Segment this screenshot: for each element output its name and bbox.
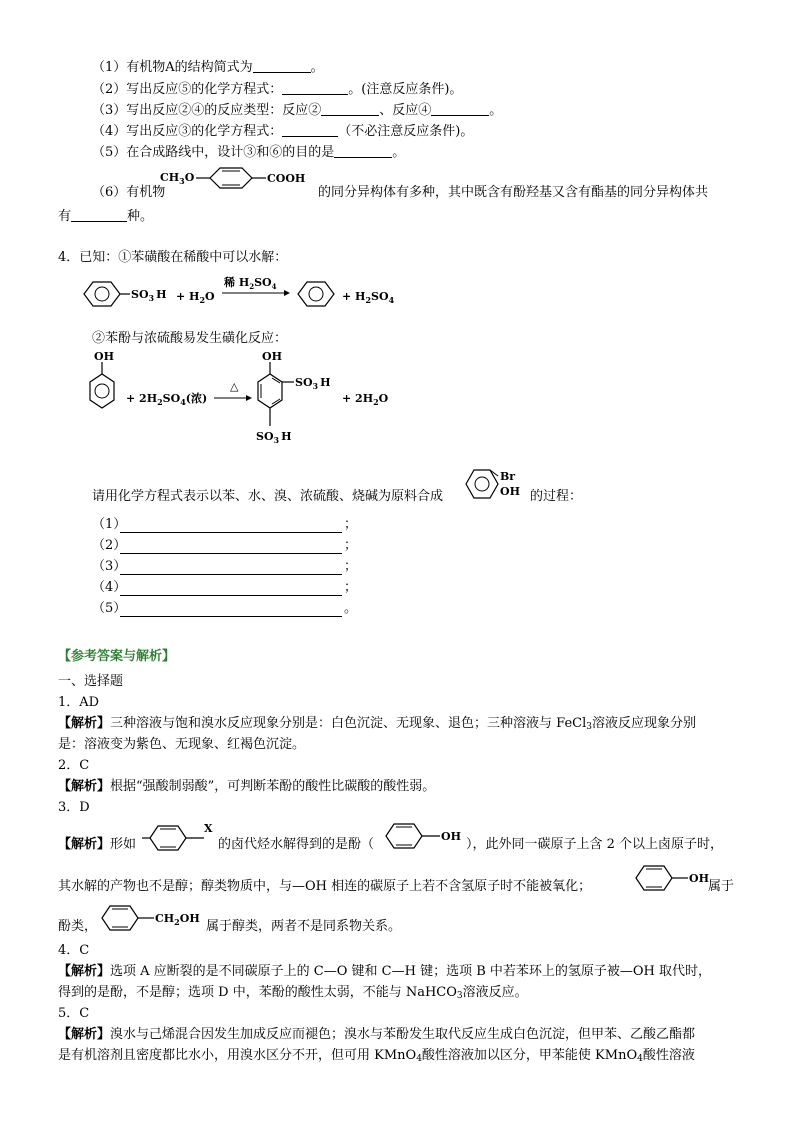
so3h-label: $SO_3$ H xyxy=(131,288,167,303)
x-label: X xyxy=(204,822,213,835)
question-4-note: （不必注意反应条件)。 xyxy=(338,124,474,139)
so3h-label: $SO_3$ H xyxy=(295,376,331,391)
answer-4: 4．C xyxy=(58,943,90,958)
answer-5-explanation xyxy=(58,1026,695,1044)
explanation-text: 溴水与己烯混合因发生加成反应而褪色；溴水与苯酚发生取代反应生成白色沉淀，但甲苯、乙酸乙酯都 xyxy=(110,1027,696,1042)
answer-1-explanation xyxy=(58,715,696,733)
answer-1: 1．AD xyxy=(58,695,100,710)
punct: 。 xyxy=(489,103,503,118)
oh-label: OH xyxy=(500,485,520,498)
arrow-head-icon xyxy=(246,395,252,401)
bromophenol-structure xyxy=(462,462,534,506)
step-4-label: （4） xyxy=(92,580,127,595)
step-4-end: ； xyxy=(344,580,358,595)
step-5-label: （5） xyxy=(92,601,127,616)
question-3 xyxy=(92,101,502,120)
question-5 xyxy=(92,143,405,162)
benzene-ring-icon xyxy=(636,866,672,890)
punct: 。 xyxy=(310,60,324,75)
condition-label: 稀 $H_2SO_4$ xyxy=(224,276,277,291)
question-5-text: （5）在合成路线中，设计③和⑥的目的是 xyxy=(92,145,335,160)
question-6-desc: 的同分异构体有多种，其中既含有酚羟基又含有酯基的同分异构体共 xyxy=(318,185,709,200)
cooh-label: COOH xyxy=(267,172,306,185)
step-2-end: ； xyxy=(344,538,358,553)
benzene-ring-icon xyxy=(466,470,498,498)
question-2-text: （2）写出反应⑤的化学方程式： xyxy=(92,82,283,97)
aryl-halide-structure xyxy=(142,818,218,854)
ch2oh-label: $CH_2OH$ xyxy=(155,912,200,927)
step-2-label: （2） xyxy=(92,538,127,553)
step-4-line xyxy=(120,580,342,596)
step-5-line xyxy=(120,601,342,617)
explanation-tag: 【解析】 xyxy=(58,837,111,852)
answer-blank xyxy=(71,207,127,222)
step-5-end: 。 xyxy=(344,601,358,616)
question-6-text-b xyxy=(318,184,708,202)
ring-circle xyxy=(475,477,489,491)
oh-label: OH xyxy=(441,830,461,843)
step-1-line xyxy=(120,517,342,533)
question-6 xyxy=(92,184,165,202)
oh-label: OH xyxy=(94,350,114,363)
subscript: 4 xyxy=(637,1054,643,1064)
question-3-text-b: 、反应④ xyxy=(379,103,432,118)
explanation-text: 溶液反应现象分别 xyxy=(592,716,697,731)
punct: 。 xyxy=(392,145,406,160)
answer-blank xyxy=(253,58,311,73)
explanation-text: 得到的是酚，不是醇；选项 D 中，苯酚的酸性太弱，不能与 NaHCO xyxy=(58,985,457,1000)
question-1 xyxy=(92,58,324,77)
step-3-line xyxy=(120,559,342,575)
benzene-ring-icon xyxy=(298,282,334,306)
answer-3-text-g: 属于醇类，两者不是同系物关系。 xyxy=(206,919,402,934)
equation-2 xyxy=(80,346,400,450)
benzene-ring-icon xyxy=(102,906,138,930)
heat-icon: △ xyxy=(230,380,239,393)
ring-circle xyxy=(95,384,109,398)
explanation-text: 根据“强酸制弱酸”，可判断苯酚的酸性比碳酸的酸性弱。 xyxy=(110,779,436,794)
explanation-tag: 【解析】 xyxy=(58,1027,111,1042)
explanation-text: 三种溶液与饱和溴水反应现象分别是：白色沉淀、无现象、退色；三种溶液与 FeCl xyxy=(110,716,587,731)
answers-header: 【参考答案与解析】 xyxy=(58,649,176,664)
question-2 xyxy=(92,80,462,99)
step-3-label: （3） xyxy=(92,559,127,574)
answer-3: 3．D xyxy=(58,800,90,815)
explanation-text: 酸性溶液加以区分，甲苯能使 KMnO xyxy=(421,1048,638,1063)
step-2-line xyxy=(120,538,342,554)
equation-1 xyxy=(80,270,410,318)
oh-label: OH xyxy=(262,350,282,363)
benzyl-alcohol-structure xyxy=(98,902,210,934)
answer-3-text-c: ），此外同一碳原子上含 2 个以上卤原子时， xyxy=(466,837,724,852)
answer-blank xyxy=(282,80,348,95)
ring-circle xyxy=(309,287,323,301)
answer-3-text-d: 其水解的产物也不是醇；醇类物质中，与—OH 相连的碳原子上若不含氢原子时不能被氧化； xyxy=(58,879,592,894)
answer-blank xyxy=(321,101,379,116)
answer-2-explanation xyxy=(58,778,435,796)
phenol-structure-2 xyxy=(632,862,714,894)
problem-4-intro-2: ②苯酚与浓硫酸易发生磺化反应： xyxy=(92,331,288,346)
answer-4-explanation-2 xyxy=(58,984,528,1002)
answer-1-explanation-2: 是：溶液变为紫色、无现象、红褐色沉淀。 xyxy=(58,737,306,752)
so3h-label: $SO_3$ H xyxy=(256,430,292,445)
h2so4-label: + $H_2SO_4$ xyxy=(342,290,395,305)
step-3-end: ； xyxy=(344,559,358,574)
question-2-note: 。(注意反应条件)。 xyxy=(348,82,463,97)
subscript: 3 xyxy=(456,991,463,1001)
question-6-text-c: 有 xyxy=(58,209,72,224)
explanation-text: 是有机溶剂且密度都比水小，用溴水区分不开，但可用 KMnO xyxy=(58,1048,417,1063)
question-3-text: （3）写出反应②④的反应类型：反应② xyxy=(92,103,322,118)
h2o-label: + $H_2O$ xyxy=(176,290,215,305)
step-1-end: ； xyxy=(344,517,358,532)
answer-5: 5．C xyxy=(58,1006,90,1021)
explanation-text: 选项 A 应断裂的是不同碳原子上的 C—O 键和 C—H 键；选项 B 中若苯环上的氢原子被—OH 取代时， xyxy=(110,964,712,979)
explanation-text: 形如 xyxy=(110,837,137,852)
question-4 xyxy=(92,122,473,141)
explanation-text: 酸性溶液 xyxy=(642,1048,695,1063)
answer-3-text-f: 酚类， xyxy=(58,919,98,934)
question-6-text: （6）有机物 xyxy=(92,185,166,200)
benzene-ring-icon xyxy=(90,374,114,408)
benzene-ring-icon xyxy=(150,826,186,850)
subscript: 3 xyxy=(586,722,592,732)
step-1-label: （1） xyxy=(92,517,127,532)
phenol-structure xyxy=(382,820,470,852)
question-1-text: （1）有机物A的结构简式为 xyxy=(92,60,253,75)
benzene-ring-icon xyxy=(258,374,282,408)
ch3-label: $CH_3O$ xyxy=(160,171,195,186)
problem-4-task: 请用化学方程式表示以苯、水、溴、浓硫酸、烧碱为原料合成 xyxy=(92,489,444,504)
explanation-text: 溶液反应。 xyxy=(462,985,528,1000)
problem-4-task-end: 的过程： xyxy=(530,489,583,504)
section-title: 一、选择题 xyxy=(58,674,124,689)
question-6-end: 种。 xyxy=(127,209,154,224)
explanation-tag: 【解析】 xyxy=(58,779,111,794)
explanation-tag: 【解析】 xyxy=(58,716,111,731)
question-6-line2 xyxy=(58,207,153,226)
benzene-ring-icon xyxy=(386,824,422,848)
benzene-ring-icon xyxy=(84,282,120,306)
oh-label: OH xyxy=(689,872,709,885)
answer-3-explanation xyxy=(58,836,136,854)
answer-blank xyxy=(334,143,392,158)
explanation-tag: 【解析】 xyxy=(58,964,111,979)
br-label: Br xyxy=(500,470,516,483)
answer-2: 2．C xyxy=(58,758,90,773)
h2so4-reagent: + $2H_2SO_4$(浓) xyxy=(126,392,208,407)
answer-blank xyxy=(282,122,338,137)
answer-blank xyxy=(431,101,489,116)
ring-circle xyxy=(95,287,109,301)
answer-3-text-b: 的卤代烃水解得到的是酚（ xyxy=(218,837,375,852)
answer-5-explanation-2 xyxy=(58,1047,695,1065)
question-4-text: （4）写出反应③的化学方程式： xyxy=(92,124,283,139)
arrow-head-icon xyxy=(284,290,290,296)
problem-4-intro: 4．已知：①苯磺酸在稀酸中可以水解： xyxy=(58,250,288,265)
answer-3-text-e: 属于 xyxy=(708,879,735,894)
answer-4-explanation xyxy=(58,963,711,981)
methoxybenzoic-acid-structure xyxy=(160,162,320,202)
subscript: 4 xyxy=(416,1054,422,1064)
water-label: + $2H_2O$ xyxy=(342,392,389,407)
